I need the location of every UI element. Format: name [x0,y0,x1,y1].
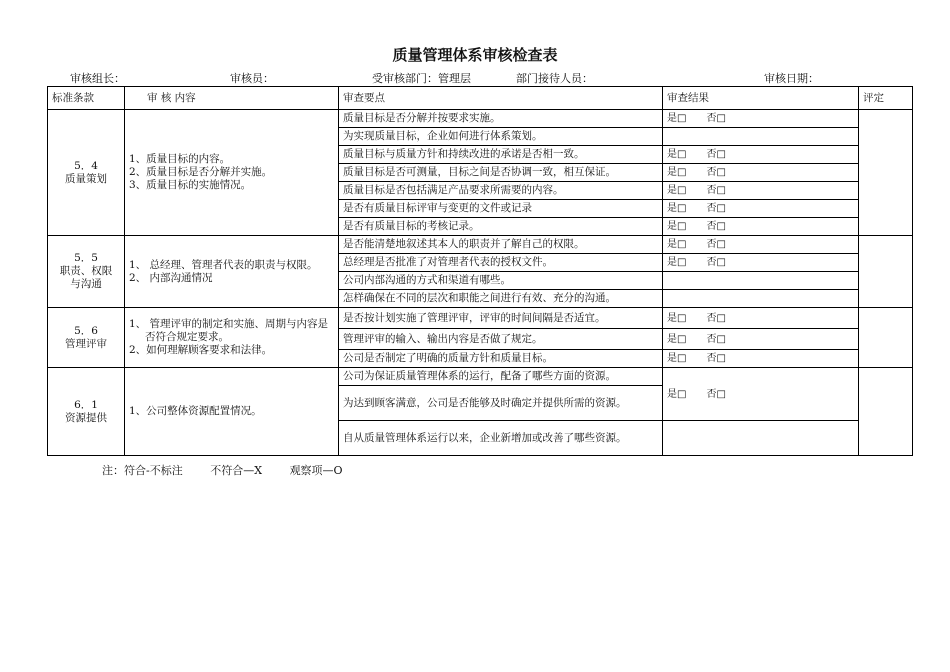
review-point: 是否有质量目标评审与变更的文件或记录 [339,200,663,218]
review-point: 是否按计划实施了管理评审，评审的时间间隔是否适宜。 [339,308,663,329]
result-cell [663,182,859,200]
yes-checkbox[interactable]: 是□ [667,257,687,268]
document-title: 质量管理体系审核检查表 [392,46,558,64]
yes-checkbox[interactable]: 是□ [667,149,687,160]
content-cell [125,236,339,308]
no-checkbox[interactable]: 否□ [706,353,726,364]
note-conform: 注：符合-不标注 [102,464,183,477]
note-nonconform: 不符合—X [210,464,263,477]
review-point: 为实现质量目标，企业如何进行体系策划。 [339,128,663,146]
clause-number: 5．4 [74,159,98,172]
note-observation: 观察项—O [289,464,343,477]
result-cell [663,368,859,421]
no-checkbox[interactable]: 否□ [706,203,726,214]
result-cell [663,218,859,236]
no-checkbox[interactable]: 否□ [706,312,726,324]
clause-name: 质量策划 [65,172,107,185]
no-checkbox[interactable]: 否□ [706,167,726,178]
rating-cell [859,308,913,368]
result-cell [663,164,859,182]
review-point: 质量目标是否分解并按要求实施。 [339,110,663,128]
content-item: 1、质量目标的内容。 [129,153,231,165]
clause-name: 职责、权限 [59,265,113,277]
no-checkbox[interactable]: 否□ [706,388,726,400]
audited-dept-label: 受审核部门：管理层 [372,72,471,85]
clause-cell [48,308,125,368]
content-item: 3、质量目标的实施情况。 [129,179,252,191]
result-cell [663,329,859,350]
result-cell [663,308,859,329]
table-row [48,308,913,329]
no-checkbox[interactable]: 否□ [706,257,726,268]
header-result: 审查结果 [663,87,859,110]
yes-checkbox[interactable]: 是□ [667,388,687,400]
review-point: 公司为保证质量管理体系的运行，配备了哪些方面的资源。 [339,368,663,386]
no-checkbox[interactable]: 否□ [706,239,726,250]
header-clause: 标准条款 [48,87,125,110]
clause-cell [48,110,125,236]
rating-cell [859,236,913,308]
review-point: 为达到顾客满意，公司是否能够及时确定并提供所需的资源。 [339,386,663,421]
header-content: 审 核 内容 [125,87,339,110]
review-point: 质量目标是否可测量，目标之间是否协调一致，相互保证。 [339,164,663,182]
yes-checkbox[interactable]: 是□ [667,221,687,232]
clause-number: 6．1 [74,398,98,411]
content-item: 2、如何理解顾客要求和法律。 [129,344,273,356]
table-row [48,110,913,128]
no-checkbox[interactable]: 否□ [706,149,726,160]
review-point: 总经理是否批准了对管理者代表的授权文件。 [339,254,663,272]
result-cell [663,350,859,368]
result-cell [663,290,859,308]
review-point: 怎样确保在不同的层次和职能之间进行有效、充分的沟通。 [339,290,663,308]
yes-checkbox[interactable]: 是□ [667,239,687,250]
content-item: 2、 内部沟通情况 [129,271,213,284]
header-points: 审查要点 [339,87,663,110]
content-item: 2、质量目标是否分解并实施。 [129,166,273,178]
review-point: 管理评审的输入、输出内容是否做了规定。 [339,329,663,350]
no-checkbox[interactable]: 否□ [706,113,726,124]
yes-checkbox[interactable]: 是□ [667,203,687,214]
clause-cell [48,368,125,456]
auditor-label: 审核员： [230,72,274,85]
clause-number: 5．6 [74,324,98,337]
review-point: 公司是否制定了明确的质量方针和质量目标。 [339,350,663,368]
content-cell [125,110,339,236]
no-checkbox[interactable]: 否□ [706,221,726,232]
rating-cell [859,368,913,456]
audit-leader-label: 审核组长： [70,72,125,85]
result-cell [663,254,859,272]
header-rating: 评定 [859,87,913,110]
result-cell [663,200,859,218]
yes-checkbox[interactable]: 是□ [667,113,687,124]
yes-checkbox[interactable]: 是□ [667,333,687,345]
dept-receiver-label: 部门接待人员： [516,72,593,85]
result-cell [663,128,859,146]
review-point: 质量目标与质量方针和持续改进的承诺是否相一致。 [339,146,663,164]
result-cell [663,110,859,128]
review-point: 自从质量管理体系运行以来，企业新增加或改善了哪些资源。 [339,421,663,456]
review-point: 是否有质量目标的考核记录。 [339,218,663,236]
no-checkbox[interactable]: 否□ [706,185,726,196]
rating-cell [859,110,913,236]
review-point: 公司内部沟通的方式和渠道有哪些。 [339,272,663,290]
content-cell [125,368,339,456]
table-row [48,368,913,386]
content-cell [125,308,339,368]
yes-checkbox[interactable]: 是□ [667,185,687,196]
audit-checklist-table [47,86,913,456]
result-cell [663,272,859,290]
content-item: 1、 管理评审的制定和实施、周期与内容是否符合规定要求。 [129,318,329,343]
review-point: 是否能清楚地叙述其本人的职责并了解自己的权限。 [339,236,663,254]
header-row [48,87,913,110]
legend-note [102,462,367,478]
result-cell [663,236,859,254]
table-row [48,236,913,254]
audit-date-label: 审核日期： [764,72,819,85]
content-item: 1、 总经理、管理者代表的职责与权限。 [129,258,318,271]
yes-checkbox[interactable]: 是□ [667,167,687,178]
content-item: 1、公司整体资源配置情况。 [129,405,262,417]
clause-name-line2: 与沟通 [70,278,102,290]
result-cell [663,421,859,456]
clause-number: 5．5 [74,252,98,264]
result-cell [663,146,859,164]
clause-cell [48,236,125,308]
no-checkbox[interactable]: 否□ [706,333,726,345]
clause-name: 资源提供 [65,411,107,424]
clause-name: 管理评审 [65,337,107,350]
yes-checkbox[interactable]: 是□ [667,312,687,324]
review-point: 质量目标是否包括满足产品要求所需要的内容。 [339,182,663,200]
yes-checkbox[interactable]: 是□ [667,353,687,364]
